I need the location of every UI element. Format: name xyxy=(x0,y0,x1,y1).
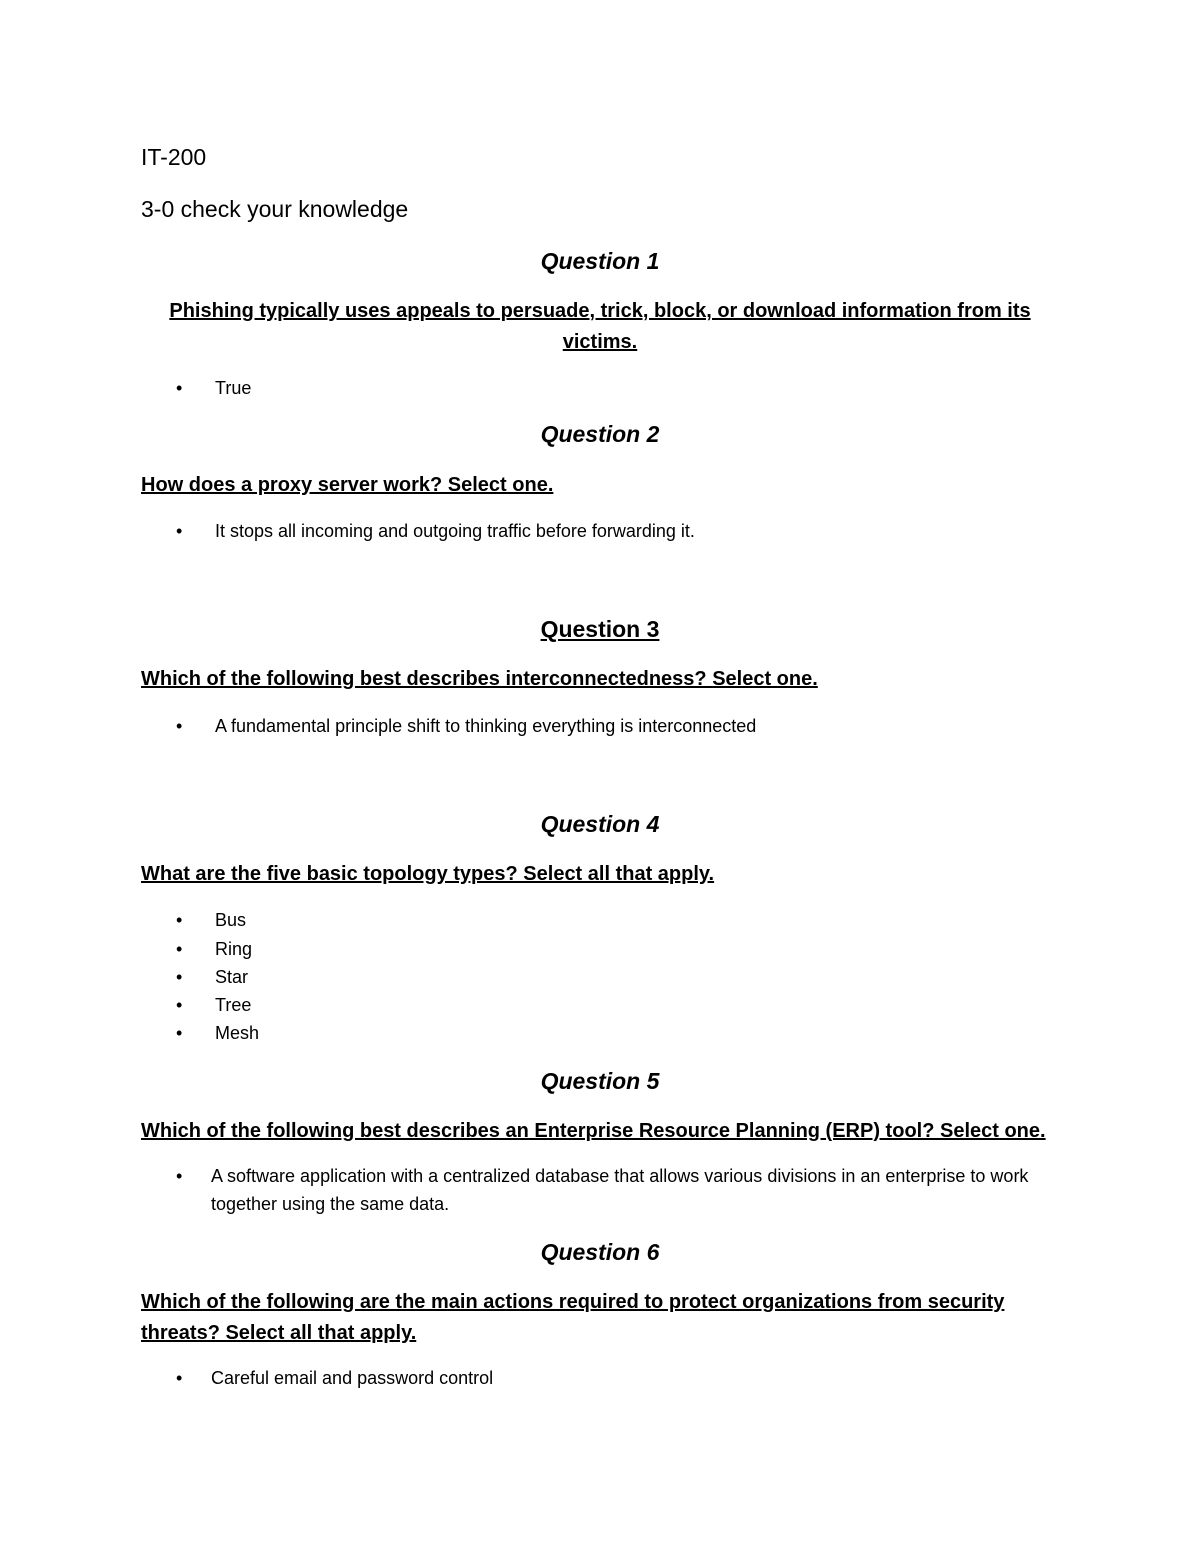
question-6-answer-1: Careful email and password control xyxy=(211,1368,494,1388)
question-6-heading: Question 6 xyxy=(540,1239,660,1265)
question-6-text: Which of the following are the main actions required to protect organizations from security threats? Select all that apply. xyxy=(141,1291,1005,1344)
bullet-icon: • xyxy=(176,1368,183,1388)
question-4-answer-4: Tree xyxy=(215,995,252,1015)
bullet-icon: • xyxy=(176,378,183,398)
question-5-answer-1: A software application with a centralized database that allows various divisions in an enterprise to work together using the same data. xyxy=(211,1166,1029,1214)
bullet-icon: • xyxy=(176,939,183,959)
bullet-icon: • xyxy=(176,521,183,541)
question-3-heading: Question 3 xyxy=(540,616,660,642)
bullet-icon: • xyxy=(176,1023,183,1043)
question-2-answer-1: It stops all incoming and outgoing traffic before forwarding it. xyxy=(215,521,695,541)
question-2-text: How does a proxy server work? Select one. xyxy=(141,474,554,496)
question-4-answer-1: Bus xyxy=(215,910,247,930)
bullet-icon: • xyxy=(176,995,183,1015)
question-1-heading: Question 1 xyxy=(540,248,660,274)
bullet-icon: • xyxy=(176,1166,183,1186)
bullet-icon: • xyxy=(176,716,183,736)
question-4-answer-3: Star xyxy=(215,967,249,987)
bullet-icon: • xyxy=(176,910,183,930)
question-3-text: Which of the following best describes interconnectedness? Select one. xyxy=(141,668,818,690)
question-4-heading: Question 4 xyxy=(540,811,660,837)
question-5-heading: Question 5 xyxy=(540,1068,660,1094)
course-code: IT-200 xyxy=(141,144,207,170)
question-4-answer-5: Mesh xyxy=(215,1023,260,1043)
question-1-answer-1: True xyxy=(215,378,252,398)
question-5-text: Which of the following best describes an Enterprise Resource Planning (ERP) tool? Select one. xyxy=(141,1120,1046,1142)
question-4-text: What are the five basic topology types? Select all that apply. xyxy=(141,863,715,885)
question-3-answer-1: A fundamental principle shift to thinking everything is interconnected xyxy=(215,716,757,736)
question-1-text: Phishing typically uses appeals to persuade, trick, block, or download information from its victims. xyxy=(169,300,1031,353)
question-4-answer-2: Ring xyxy=(215,939,253,959)
bullet-icon: • xyxy=(176,967,183,987)
document-title: 3-0 check your knowledge xyxy=(141,196,409,222)
question-2-heading: Question 2 xyxy=(540,421,660,447)
